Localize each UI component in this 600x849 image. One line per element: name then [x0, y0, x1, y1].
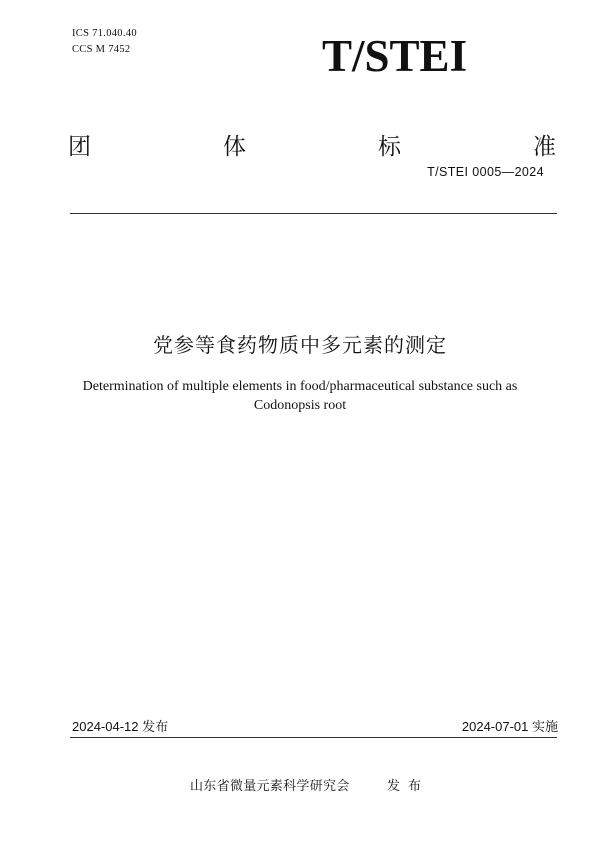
bottom-divider	[70, 737, 557, 738]
document-title-en	[60, 377, 540, 415]
standard-type-heading	[68, 136, 556, 159]
standard-type-char: 准	[533, 134, 556, 160]
publisher-name: 山东省微量元素科学研究会	[190, 779, 350, 794]
ccs-code: CCS M 7452	[72, 44, 131, 55]
standard-logo: T/STEI	[322, 31, 468, 81]
document-title-cn: 党参等食药物质中多元素的测定	[153, 333, 447, 357]
issue-date: 2024-04-12 发布	[72, 719, 169, 734]
standard-type-char: 体	[223, 134, 246, 160]
standard-type-char: 团	[68, 134, 91, 160]
document-title-en-line: Determination of multiple elements in food/pharmaceutical substance such as	[82, 379, 518, 394]
ics-code: ICS 71.040.40	[72, 28, 137, 39]
standard-type-char: 标	[378, 134, 401, 160]
top-divider	[70, 213, 557, 214]
document-title-en-line: Codonopsis root	[253, 398, 347, 413]
implementation-date: 2024-07-01 实施	[461, 719, 558, 734]
publish-label: 发布	[387, 779, 430, 794]
standard-number: T/STEI 0005—2024	[427, 165, 544, 179]
